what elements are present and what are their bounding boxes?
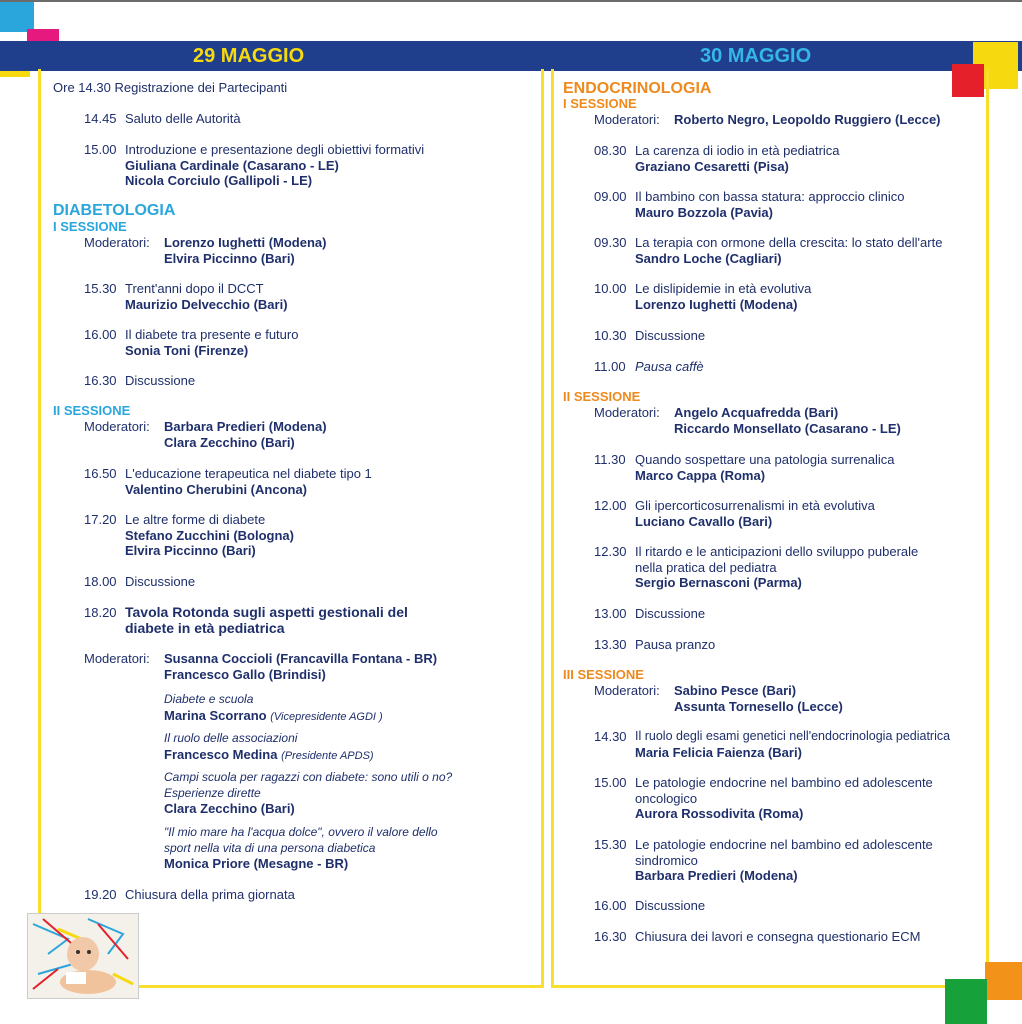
time-label: 15.30 xyxy=(84,281,117,296)
time-label: 14.30 xyxy=(594,729,627,744)
item-title: Tavola Rotonda sugli aspetti gestionali del xyxy=(125,604,408,620)
item-title: Saluto delle Autorità xyxy=(125,111,241,126)
item-title: Il bambino con bassa statura: approccio clinico xyxy=(635,189,905,204)
program-item xyxy=(84,373,524,389)
speaker-name: Mauro Bozzola (Pavia) xyxy=(635,204,773,220)
moderator-name: Clara Zecchino (Bari) xyxy=(164,434,295,450)
item-title: diabete in età pediatrica xyxy=(125,619,285,636)
program-item xyxy=(594,637,984,653)
round-table-item xyxy=(164,692,524,725)
item-title: Le altre forme di diabete xyxy=(125,512,266,527)
program-item xyxy=(594,898,984,914)
time-label: 14.30 xyxy=(78,80,111,95)
session-title: II SESSIONE xyxy=(53,403,131,418)
moderator-name: Assunta Tornesello (Lecce) xyxy=(674,698,843,714)
program-item xyxy=(594,929,984,945)
round-table-item xyxy=(164,770,524,817)
time-label: 10.30 xyxy=(594,328,627,343)
speaker-name: Stefano Zucchini (Bologna) xyxy=(125,527,294,543)
speaker-name: Sonia Toni (Firenze) xyxy=(125,342,249,358)
item-title: Il ritardo e le anticipazioni dello sviluppo puberale xyxy=(635,544,919,559)
session-title: II SESSIONE xyxy=(563,389,641,404)
time-label: 16.30 xyxy=(594,929,627,944)
moderators xyxy=(84,235,524,266)
program-item xyxy=(594,837,984,884)
speaker-name: Nicola Corciulo (Gallipoli - LE) xyxy=(125,173,313,188)
moderators xyxy=(84,651,529,682)
speaker-name: Francesco Medina xyxy=(164,746,278,762)
program-item xyxy=(594,729,984,760)
time-label: 18.20 xyxy=(84,605,117,620)
time-label: 10.00 xyxy=(594,281,627,296)
item-title: Le dislipidemie in età evolutiva xyxy=(635,281,812,296)
speaker-name: Giuliana Cardinale (Casarano - LE) xyxy=(125,157,339,173)
time-label: 14.45 xyxy=(84,111,117,126)
speaker-name: Maurizio Delvecchio (Bari) xyxy=(125,296,288,312)
moderator-name: Francesco Gallo (Brindisi) xyxy=(164,666,326,682)
item-title: Il ruolo degli esami genetici nell'endocrinologia pediatrica xyxy=(635,729,951,743)
moderator-name: Sabino Pesce (Bari) xyxy=(674,683,797,698)
deco-square-green xyxy=(945,979,987,1024)
program-item xyxy=(594,143,984,174)
program-item xyxy=(84,281,524,312)
speaker-role: (Vicepresidente AGDI ) xyxy=(270,710,383,723)
round-table-item xyxy=(164,825,524,872)
moderator-name: Barbara Predieri (Modena) xyxy=(164,419,327,434)
topic: sport nella vita di una persona diabetica xyxy=(164,840,376,855)
item-title: Le patologie endocrine nel bambino ed adolescente xyxy=(635,775,933,790)
topic: "Il mio mare ha l'acqua dolce", ovvero il valore dello xyxy=(164,825,438,839)
speaker-name: Valentino Cherubini (Ancona) xyxy=(125,481,308,497)
item-title: Il diabete tra presente e futuro xyxy=(125,327,299,342)
moderator-name: Roberto Negro, Leopoldo Ruggiero (Lecce) xyxy=(674,112,941,127)
program-item xyxy=(84,574,524,590)
item-title: Quando sospettare una patologia surrenalica xyxy=(635,452,895,467)
speaker-name: Maria Felicia Faienza (Bari) xyxy=(635,744,802,760)
speaker-name: Marco Cappa (Roma) xyxy=(635,467,766,483)
moderator-name: Riccardo Monsellato (Casarano - LE) xyxy=(674,420,901,436)
moderators-label: Moderatori: xyxy=(84,235,150,250)
time-label: 16.50 xyxy=(84,466,117,481)
moderators xyxy=(84,419,524,450)
program-item xyxy=(84,111,524,127)
item-title: Discussione xyxy=(635,606,706,621)
program-item xyxy=(594,235,984,266)
program-item xyxy=(84,605,524,636)
speaker-role: (Presidente APDS) xyxy=(281,749,374,762)
time-label: 16.00 xyxy=(84,327,117,342)
moderators-label: Moderatori: xyxy=(594,405,660,420)
baby-photo xyxy=(27,913,139,999)
program-item xyxy=(594,452,984,483)
item-title: Discussione xyxy=(125,373,196,388)
speaker-name: Clara Zecchino (Bari) xyxy=(164,801,295,816)
moderator-name: Elvira Piccinno (Bari) xyxy=(164,250,295,266)
item-title: Chiusura dei lavori e consegna questionario ECM xyxy=(635,929,921,944)
moderators-label: Moderatori: xyxy=(594,112,660,127)
speaker-name: Graziano Cesaretti (Pisa) xyxy=(635,158,789,174)
round-table-item xyxy=(164,731,524,764)
day-two-title: 30 MAGGIO xyxy=(700,45,812,67)
moderators xyxy=(594,112,984,128)
section-title: ENDOCRINOLOGIA xyxy=(563,80,712,97)
program-item xyxy=(84,327,524,358)
item-title: Discussione xyxy=(635,898,706,913)
moderator-name: Lorenzo Iughetti (Modena) xyxy=(164,235,327,250)
moderators-label: Moderatori: xyxy=(84,651,150,666)
topic: Il ruolo delle associazioni xyxy=(164,731,298,745)
item-title: Le patologie endocrine nel bambino ed adolescente xyxy=(635,837,933,852)
deco-square-orange xyxy=(985,962,1022,1000)
session-title: I SESSIONE xyxy=(53,219,127,234)
moderators xyxy=(594,683,984,714)
program-item xyxy=(594,281,984,312)
program-item xyxy=(594,544,984,591)
moderators-label: Moderatori: xyxy=(594,683,660,698)
time-label: 11.00 xyxy=(594,359,626,374)
session-title: I SESSIONE xyxy=(563,96,637,111)
topic: Diabete e scuola xyxy=(164,692,254,706)
program-item xyxy=(594,775,984,822)
item-title: nella pratica del pediatra xyxy=(635,559,777,575)
program-item xyxy=(594,328,984,344)
program-item xyxy=(594,189,984,220)
item-title: L'educazione terapeutica nel diabete tipo 1 xyxy=(125,466,372,481)
time-label: 09.30 xyxy=(594,235,627,250)
time-label: 12.00 xyxy=(594,498,627,513)
time-label: 13.00 xyxy=(594,606,627,621)
time-label: 17.20 xyxy=(84,512,117,527)
time-label: 09.00 xyxy=(594,189,627,204)
item-title: Gli ipercorticosurrenalismi in età evolutiva xyxy=(635,498,875,513)
moderator-name: Angelo Acquafredda (Bari) xyxy=(674,405,839,420)
item-title: Discussione xyxy=(635,328,706,343)
moderator-name: Susanna Coccioli (Francavilla Fontana - BR) xyxy=(164,651,438,666)
item-title: Pausa pranzo xyxy=(635,637,716,652)
speaker-name: Lorenzo Iughetti (Modena) xyxy=(635,296,798,312)
speaker-name: Sergio Bernasconi (Parma) xyxy=(635,575,802,590)
item-title: Pausa caffè xyxy=(635,359,704,374)
time-label: 08.30 xyxy=(594,143,627,158)
day-one-title: 29 MAGGIO xyxy=(193,45,305,67)
item-title: Registrazione dei Partecipanti xyxy=(114,80,288,95)
time-label: 18.00 xyxy=(84,574,117,589)
program-item xyxy=(84,512,524,559)
item-title: Chiusura della prima giornata xyxy=(125,887,295,902)
time-label: 15.30 xyxy=(594,837,627,852)
deco-square-cyan xyxy=(0,2,34,32)
time-label: 15.00 xyxy=(84,142,117,157)
program-item xyxy=(594,359,984,375)
topic: Esperienze dirette xyxy=(164,785,261,800)
header-bar xyxy=(0,41,1022,71)
speaker-name: Marina Scorrano xyxy=(164,707,267,723)
item-title: La carenza di iodio in età pediatrica xyxy=(635,143,840,158)
program-item xyxy=(84,142,524,189)
item-title: Introduzione e presentazione degli obiettivi formativi xyxy=(125,142,425,157)
item-title: oncologico xyxy=(635,790,698,806)
section-title: DIABETOLOGIA xyxy=(53,202,176,219)
time-label: 15.00 xyxy=(594,775,627,790)
time-label: 19.20 xyxy=(84,887,117,902)
item-title: Trent'anni dopo il DCCT xyxy=(125,281,264,296)
item-title: sindromico xyxy=(635,852,698,868)
prefix-label: Ore xyxy=(53,80,75,95)
program-item xyxy=(594,498,984,529)
program-item xyxy=(84,466,524,497)
item-title: La terapia con ormone della crescita: lo stato dell'arte xyxy=(635,235,943,250)
time-label: 16.00 xyxy=(594,898,627,913)
top-border xyxy=(0,0,1022,2)
speaker-name: Barbara Predieri (Modena) xyxy=(635,868,798,883)
speaker-name: Elvira Piccinno (Bari) xyxy=(125,543,256,558)
speaker-name: Luciano Cavallo (Bari) xyxy=(635,513,773,529)
time-label: 16.30 xyxy=(84,373,117,388)
moderators xyxy=(594,405,984,436)
time-label: 13.30 xyxy=(594,637,627,652)
speaker-name: Aurora Rossodivita (Roma) xyxy=(635,806,804,821)
topic: Campi scuola per ragazzi con diabete: sono utili o no? xyxy=(164,770,453,784)
registration-row xyxy=(53,80,287,96)
time-label: 11.30 xyxy=(594,452,626,467)
program-item xyxy=(594,606,984,622)
session-title: III SESSIONE xyxy=(563,667,644,682)
speaker-name: Monica Priore (Mesagne - BR) xyxy=(164,856,349,871)
moderators-label: Moderatori: xyxy=(84,419,150,434)
time-label: 12.30 xyxy=(594,544,627,559)
item-title: Discussione xyxy=(125,574,196,589)
speaker-name: Sandro Loche (Cagliari) xyxy=(635,250,782,266)
program-item xyxy=(84,887,524,903)
